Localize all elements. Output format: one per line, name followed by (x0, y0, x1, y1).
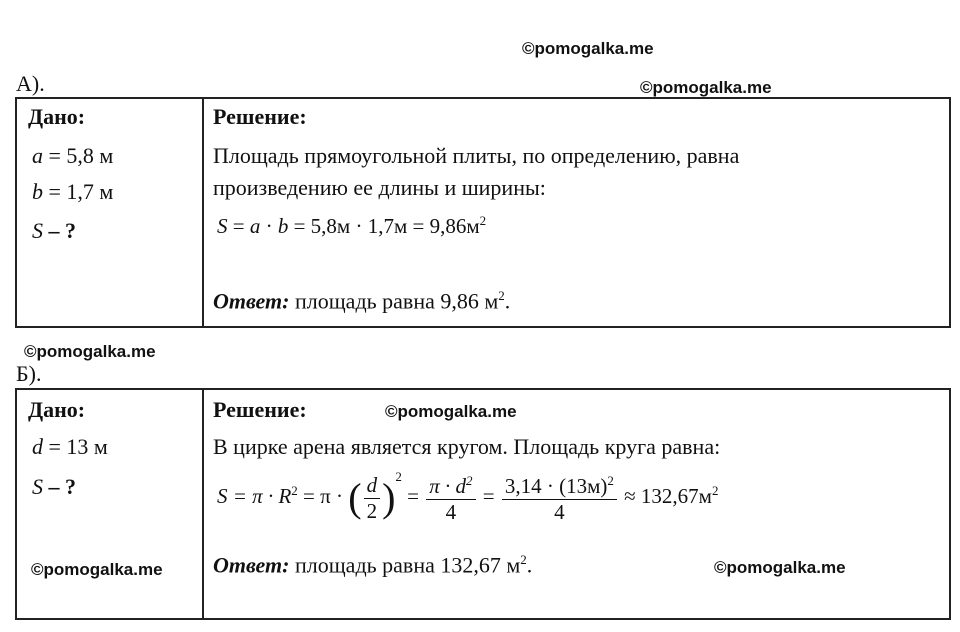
answer-exp: 2 (520, 552, 527, 567)
frac1-den: 2 (366, 498, 378, 523)
problem-b-given-heading: Дано: (28, 397, 86, 422)
given-var: d (32, 434, 43, 459)
watermark-top-center: ©pomogalka.me (522, 39, 654, 58)
formula-result-exp: 2 (711, 483, 719, 498)
problem-a-given-b (32, 181, 113, 203)
formula-rhs-exp: 2 (479, 213, 487, 228)
formula-frac3 (502, 474, 617, 523)
answer-end: . (526, 552, 533, 578)
formula-frac2 (426, 474, 475, 523)
paren-close: ) (382, 475, 396, 521)
answer-exp: 2 (498, 288, 505, 303)
given-value: = 1,7 м (48, 179, 114, 204)
formula-rhs: = 5,8м · 1,7м = 9,86м (293, 214, 480, 238)
problem-b-label: Б). (16, 361, 42, 386)
formula-lhs: S (217, 214, 228, 238)
formula-frac1 (364, 472, 381, 523)
problem-b-given-d (32, 436, 108, 458)
problem-a-solution-heading: Решение: (213, 104, 307, 129)
answer-text: площадь равна 132,67 м (294, 552, 521, 578)
answer-label: Ответ: (213, 552, 290, 578)
problem-b-given-s (32, 476, 76, 498)
given-value: = 13 м (48, 434, 108, 459)
given-value: – ? (48, 218, 76, 243)
problem-b-solution-heading: Решение: (213, 397, 307, 422)
problem-a-formula (217, 214, 486, 237)
problem-a-text-line1: Площадь прямоугольной плиты, по определению, равна (213, 143, 740, 168)
paren-open: ( (348, 475, 362, 521)
formula-eq: = (407, 484, 419, 508)
problem-b-divider (202, 390, 204, 618)
problem-a-divider (202, 99, 204, 326)
given-var: b (32, 179, 43, 204)
frac2-num-text: π · d (429, 473, 467, 498)
formula-result: ≈ 132,67м (624, 484, 712, 508)
watermark-b-given: ©pomogalka.me (31, 560, 163, 579)
problem-b-table (15, 388, 951, 620)
problem-a-label: А). (16, 71, 45, 96)
formula-eq: = (232, 214, 245, 238)
frac3-num (502, 474, 617, 500)
formula-p2: = π · (303, 484, 349, 508)
problem-b-answer (213, 553, 532, 576)
answer-text: площадь равна 9,86 м (294, 288, 499, 314)
given-value: = 5,8 м (48, 143, 114, 168)
frac3-num-text: 3,14 · (13м) (504, 473, 608, 498)
formula-p1-exp: 2 (291, 483, 298, 498)
problem-b-text-line1: В цирке арена является кругом. Площадь круга равна: (213, 434, 721, 459)
watermark-b-solution: ©pomogalka.me (385, 402, 517, 421)
watermark-mid-left: ©pomogalka.me (24, 342, 156, 361)
problem-a-text-line2: произведению ее длины и ширины: (213, 175, 546, 200)
given-var: a (32, 143, 43, 168)
frac2-num (426, 474, 475, 500)
frac3-num-exp: 2 (607, 472, 614, 488)
given-var: S (32, 218, 43, 243)
problem-a-table (15, 97, 951, 328)
problem-a-given-s (32, 220, 76, 242)
given-value: – ? (48, 474, 76, 499)
answer-label: Ответ: (213, 288, 290, 314)
frac1-exp: 2 (395, 469, 402, 484)
formula-b: b (277, 214, 289, 238)
frac2-den: 4 (445, 499, 457, 524)
frac1-num: d (364, 475, 381, 499)
problem-a-given-heading: Дано: (28, 104, 86, 129)
problem-a-given-a (32, 145, 113, 167)
frac2-num-exp: 2 (466, 472, 473, 488)
answer-end: . (504, 288, 511, 314)
watermark-b-answer: ©pomogalka.me (714, 558, 846, 577)
problem-a-answer (213, 289, 510, 312)
formula-dot: · (265, 214, 273, 238)
given-var: S (32, 474, 43, 499)
watermark-top-right: ©pomogalka.me (640, 78, 772, 97)
formula-eq: = (482, 484, 495, 508)
formula-a: a (249, 214, 261, 238)
formula-p1: S = π · R (217, 484, 292, 508)
frac3-den: 4 (554, 499, 565, 524)
problem-b-formula (217, 470, 718, 523)
